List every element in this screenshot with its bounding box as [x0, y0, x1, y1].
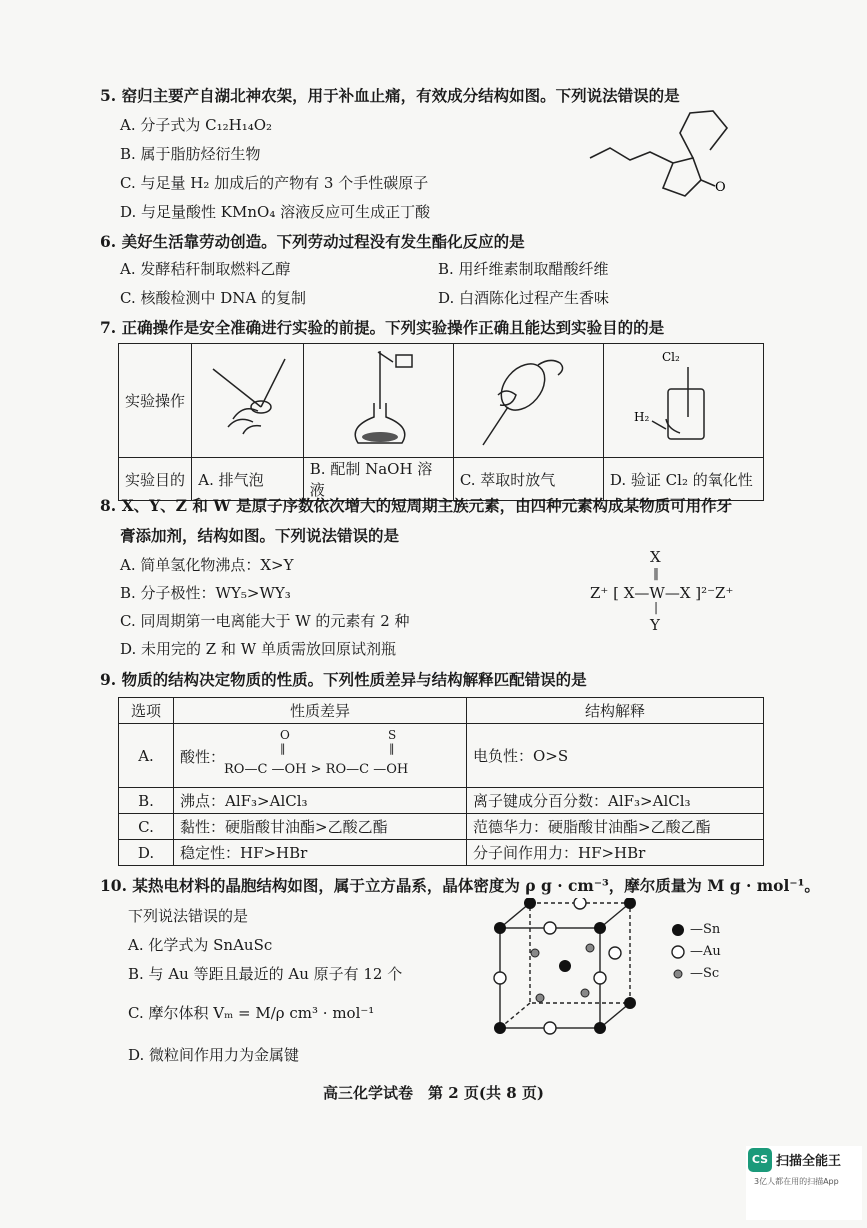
q7-row1-header: 实验操作: [119, 344, 192, 458]
q8-double-bond: ‖: [653, 566, 659, 580]
q10-option-c: C. 摩尔体积 Vₘ = M/ρ cm³ · mol⁻¹: [128, 1004, 375, 1022]
q5-oxygen-label: O: [715, 180, 726, 195]
q6-stem: 6. 美好生活靠劳动创造。下列劳动过程没有发生酯化反应的是: [100, 232, 525, 251]
q9-row-a-prop-label: 酸性：: [180, 747, 226, 766]
q8-option-d: D. 未用完的 Z 和 W 单质需放回原试剂瓶: [120, 640, 396, 658]
q7-cell-b-image: [303, 344, 453, 458]
q10-legend-au: —Au: [690, 944, 721, 959]
q8-option-c: C. 同周期第一电离能大于 W 的元素有 2 种: [120, 612, 410, 630]
q10-sub-stem: 下列说法错误的是: [128, 907, 249, 925]
q9-row-c-explanation: 范德华力：硬脂酸甘油酯>乙酸乙酯: [467, 814, 764, 840]
q9-row-b-property: 沸点：AlF₃>AlCl₃: [174, 788, 467, 814]
q7-stem: 7. 正确操作是安全准确进行实验的前提。下列实验操作正确且能达到实验目的的是: [100, 318, 665, 337]
q9-formula-chain: RO—C —OH > RO—C —OH: [224, 761, 409, 777]
q10-unit-cell-diagram: [490, 898, 640, 1038]
page-footer: 高三化学试卷 第 2 页(共 8 页): [323, 1084, 544, 1102]
q5-structure-diagram: [585, 108, 745, 198]
q6-option-a: A. 发酵秸秆制取燃料乙醇: [120, 260, 291, 278]
q9-header-property: 性质差异: [174, 698, 467, 724]
q7-purpose-c: C. 萃取时放气: [453, 458, 603, 501]
q7-cell-d-image: [603, 344, 763, 458]
q6-option-b: B. 用纤维素制取醋酸纤维: [438, 260, 609, 278]
q10-option-a: A. 化学式为 SnAuSc: [128, 936, 273, 954]
q9-row-b-option: B.: [119, 788, 174, 814]
q7-purpose-a: A. 排气泡: [192, 458, 304, 501]
q6-option-d: D. 白酒陈化过程产生香味: [438, 289, 610, 307]
q10-legend-markers: [670, 920, 690, 990]
q8-struct-middle: Z⁺ [ X—W—X ]²⁻Z⁺: [590, 584, 734, 602]
q7-purpose-d: D. 验证 Cl₂ 的氧化性: [603, 458, 763, 501]
separatory-funnel-icon: [468, 347, 588, 451]
q8-stem-line1: 8. X、Y、Z 和 W 是原子序数依次增大的短周期主族元素，由四种元素构成某物质可用作牙: [100, 496, 733, 515]
q5-option-d: D. 与足量酸性 KMnO₄ 溶液反应可生成正丁酸: [120, 203, 431, 221]
scanner-watermark: [746, 1146, 862, 1220]
q7-h2-label: H₂: [634, 409, 650, 424]
q5-stem: 5. 窑归主要产自湖北神农架，用于补血止痛，有效成分结构如图。下列说法错误的是: [100, 86, 680, 105]
q7-row2-header: 实验目的: [119, 458, 192, 501]
cs-logo-icon: CS: [748, 1148, 772, 1172]
q9-header-explanation: 结构解释: [467, 698, 764, 724]
q9-row-d-explanation: 分子间作用力：HF>HBr: [467, 840, 764, 866]
q5-option-c: C. 与足量 H₂ 加成后的产物有 3 个手性碳原子: [120, 174, 429, 192]
q9-header-option: 选项: [119, 698, 174, 724]
q8-single-bond: |: [654, 600, 659, 614]
watermark-brand: 扫描全能王: [776, 1154, 842, 1169]
q9-row-c-property: 黏性：硬脂酸甘油酯>乙酸乙酯: [174, 814, 467, 840]
q8-struct-bottom: Y: [650, 616, 660, 634]
gas-jar-icon: [618, 347, 748, 451]
q10-legend-sc: —Sc: [690, 966, 720, 981]
q9-formula-s: S: [388, 727, 397, 742]
q7-purpose-b: B. 配制 NaOH 溶液: [303, 458, 453, 501]
q8-stem-line2: 膏添加剂，结构如图。下列说法错误的是: [120, 526, 400, 545]
q9-row-a-option: A.: [119, 724, 174, 788]
q9-row-c-option: C.: [119, 814, 174, 840]
q10-option-d: D. 微粒间作用力为金属键: [128, 1046, 300, 1064]
q5-option-a: A. 分子式为 C₁₂H₁₄O₂: [120, 116, 273, 134]
q5-option-b: B. 属于脂肪烃衍生物: [120, 145, 261, 163]
q9-formula-o: O: [280, 727, 290, 742]
volumetric-flask-icon: [318, 347, 438, 451]
q8-option-b: B. 分子极性：WY₅>WY₃: [120, 584, 291, 602]
q8-option-a: A. 简单氢化物沸点：X>Y: [120, 556, 294, 574]
q6-option-c: C. 核酸检测中 DNA 的复制: [120, 289, 306, 307]
q8-struct-top: X: [650, 548, 661, 566]
q10-stem: 10. 某热电材料的晶胞结构如图，属于立方晶系，晶体密度为 ρ g · cm⁻³，摩尔质量为 M g · mol⁻¹。: [100, 876, 820, 895]
q7-experiment-table: [118, 343, 764, 501]
q7-cl2-label: Cl₂: [662, 349, 681, 364]
q9-row-a-property: 酸性： O S ‖ ‖ RO—C —OH > RO—C —OH: [174, 724, 467, 788]
q9-stem: 9. 物质的结构决定物质的性质。下列性质差异与结构解释匹配错误的是: [100, 670, 587, 689]
q7-cell-c-image: [453, 344, 603, 458]
q9-row-a-explanation: 电负性：O>S: [467, 724, 764, 788]
watermark-tagline: 3亿人都在用的扫描App: [754, 1177, 839, 1186]
q9-row-d-option: D.: [119, 840, 174, 866]
q9-row-d-property: 稳定性：HF>HBr: [174, 840, 467, 866]
q7-cell-a-image: [192, 344, 304, 458]
q10-legend-sn: —Sn: [690, 922, 721, 937]
q9-table: [118, 697, 764, 866]
q10-option-b: B. 与 Au 等距且最近的 Au 原子有 12 个: [128, 965, 403, 983]
burette-bubble-icon: [203, 349, 293, 449]
q9-row-b-explanation: 离子键成分百分数：AlF₃>AlCl₃: [467, 788, 764, 814]
